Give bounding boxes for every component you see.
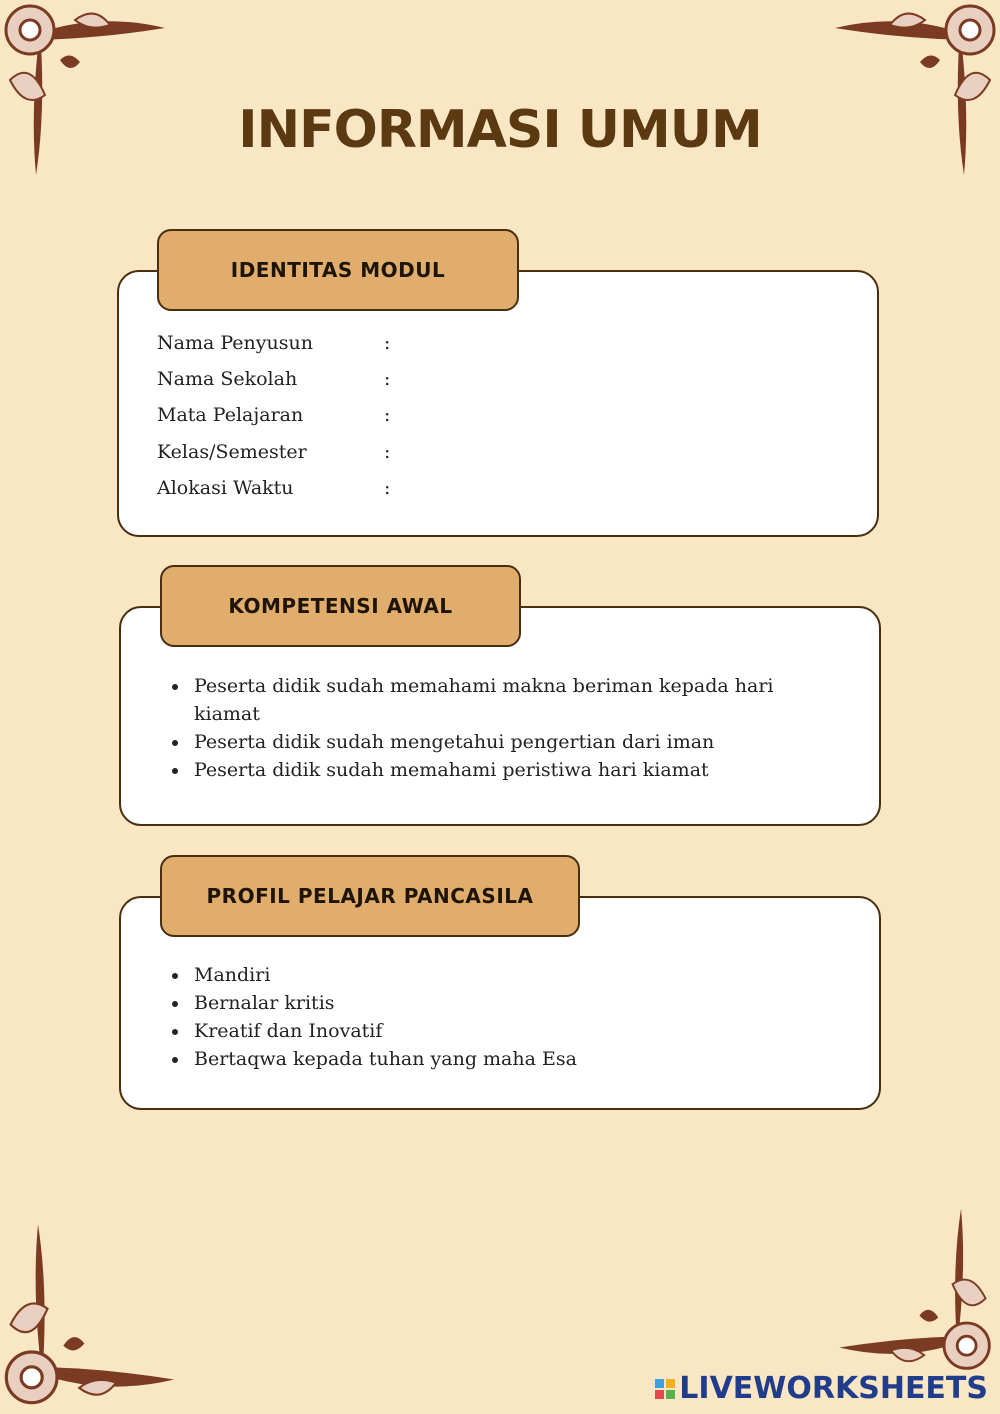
identity-row-nama-sekolah <box>157 365 404 393</box>
identity-colon: : <box>384 332 391 354</box>
brand-text: LIVEWORKSHEETS <box>679 1371 988 1406</box>
list-item: Peserta didik sudah mengetahui pengertian dari iman <box>158 728 828 756</box>
corner-ornament-bottom-right-icon <box>820 1204 1000 1374</box>
liveworksheets-logo-icon <box>655 1379 675 1399</box>
list-item: Mandiri <box>158 961 828 989</box>
corner-ornament-bottom-left-icon <box>0 1214 190 1414</box>
identity-label: Alokasi Waktu <box>157 477 294 499</box>
kompetensi-awal-list <box>158 672 828 784</box>
identity-label: Nama Penyusun <box>157 332 313 354</box>
identity-label: Kelas/Semester <box>157 441 307 463</box>
identity-row-mata-pelajaran <box>157 401 404 429</box>
kompetensi-awal-heading: KOMPETENSI AWAL <box>160 565 521 647</box>
identity-label: Nama Sekolah <box>157 368 298 390</box>
identity-row-alokasi-waktu <box>157 474 404 502</box>
identity-row-kelas-semester <box>157 438 404 466</box>
list-item: Kreatif dan Inovatif <box>158 1017 828 1045</box>
identity-colon: : <box>384 477 391 499</box>
identitas-modul-heading: IDENTITAS MODUL <box>157 229 519 311</box>
list-item: Peserta didik sudah memahami peristiwa hari kiamat <box>158 756 828 784</box>
liveworksheets-brand <box>655 1371 988 1406</box>
page-title: INFORMASI UMUM <box>238 100 762 160</box>
profil-pelajar-list <box>158 961 828 1073</box>
list-item: Peserta didik sudah memahami makna beriman kepada hari kiamat <box>158 672 828 728</box>
list-item: Bernalar kritis <box>158 989 828 1017</box>
identity-colon: : <box>384 441 391 463</box>
identity-label: Mata Pelajaran <box>157 404 304 426</box>
identity-row-nama-penyusun <box>157 329 404 357</box>
profil-pelajar-heading: PROFIL PELAJAR PANCASILA <box>160 855 580 937</box>
identity-colon: : <box>384 404 391 426</box>
list-item: Bertaqwa kepada tuhan yang maha Esa <box>158 1045 828 1073</box>
identity-colon: : <box>384 368 391 390</box>
